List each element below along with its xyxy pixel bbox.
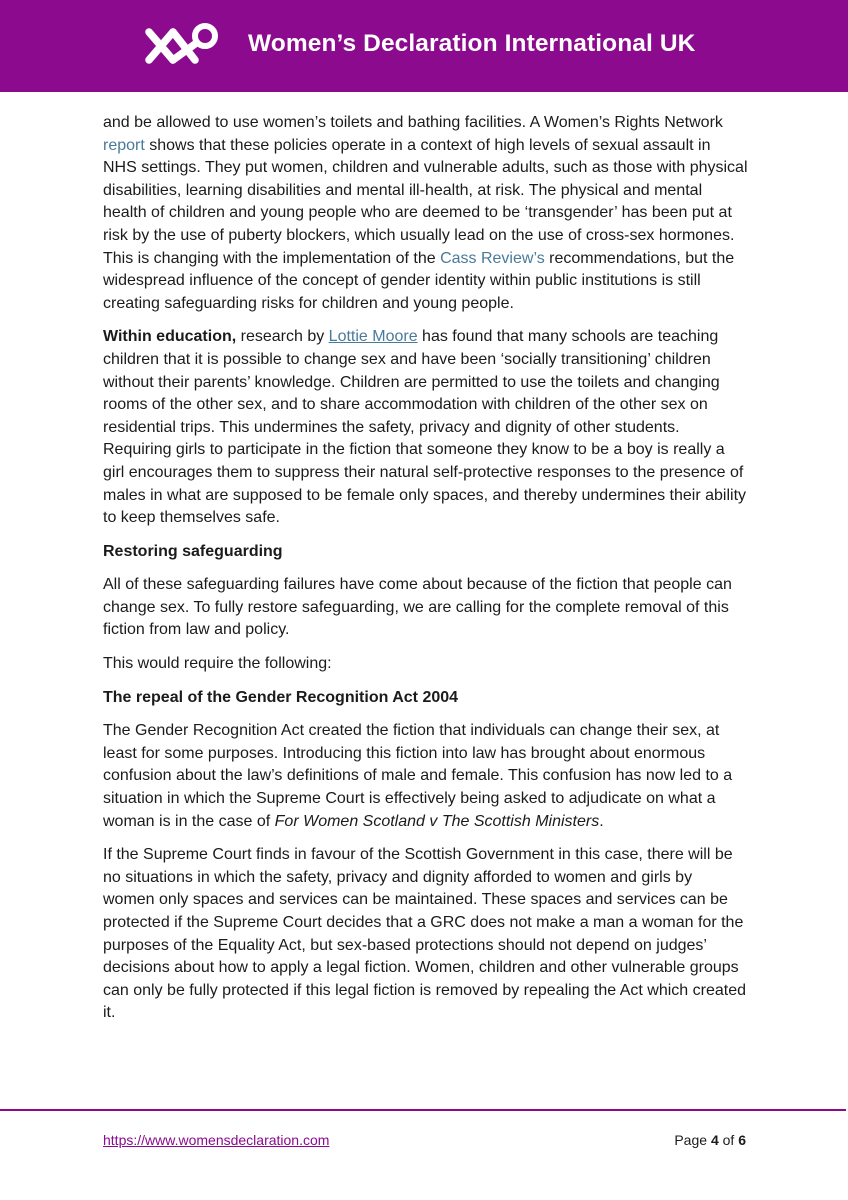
page-label: Page — [674, 1132, 708, 1148]
bold-lead: Within education, — [103, 328, 237, 346]
text-run: has found that many schools are teaching children that it is possible to change sex and have been ‘socially transitioning’ children without their parents’ knowledge. Children are permitted to use the toilets and changing rooms of the other sex, and to share accommodation with children of the other sex on residential trips. This undermines the safety, privacy and dignity of other students. Requiring girls to participate in the fiction that someone they know to be a boy is really a girl encourages them to suppress their natural self-protective responses to the presence of males in what are supposed to be female only spaces, and thereby undermines their ability to keep themselves safe. — [103, 328, 747, 527]
link-cass-review[interactable]: Cass Review’s — [440, 249, 545, 267]
page-current: 4 — [710, 1132, 719, 1148]
link-report[interactable]: report — [103, 136, 145, 154]
text-run: . — [599, 812, 604, 830]
page-total: 6 — [738, 1132, 746, 1148]
document-body — [103, 112, 748, 1036]
text-run: and be allowed to use women’s toilets and bathing facilities. A Women’s Rights Network — [103, 114, 723, 131]
heading-restoring-safeguarding: Restoring safeguarding — [103, 542, 283, 560]
paragraph-nhs — [103, 112, 748, 315]
link-lottie-moore[interactable]: Lottie Moore — [328, 328, 418, 346]
paragraph-gra — [103, 720, 748, 833]
paragraph-education — [103, 326, 748, 529]
case-name: For Women Scotland v The Scottish Ministers — [274, 812, 600, 830]
paragraph-supreme-court: If the Supreme Court finds in favour of the Scottish Government in this case, there will be no situations in which the safety, privacy and dignity afforded to women and girls by women only spaces and services can be maintained. These spaces and services can be protected if the Supreme Court decides that a GRC does not make a man a woman for the purposes of the Equality Act, but sex-based protections should not depend on judges’ decisions about how to apply a legal fiction. Women, children and other vulnerable groups can only be fully protected if this legal fiction is removed by repealing the Act which created it. — [103, 846, 747, 1022]
footer-website-link[interactable]: https://www.womensdeclaration.com — [103, 1132, 330, 1148]
paragraph-require: This would require the following: — [103, 655, 332, 673]
page-of: of — [722, 1132, 735, 1148]
page-number — [674, 1132, 746, 1148]
wdi-logo-icon — [143, 18, 221, 68]
text-run: research by — [236, 328, 329, 346]
text-run: shows that these policies operate in a context of high levels of sexual assault in NHS settings. They put women, children and vulnerable adults, such as those with physical disabilities, learning disabilities and mental ill-health, at risk. The physical and mental health of children and young people who are deemed to be ‘transgender’ has been put at risk by the use of puberty blockers, which usually lead on the use of cross-sex hormones. This is changing with the implementation of the — [103, 136, 748, 267]
page-header — [0, 0, 848, 92]
footer-divider — [0, 1109, 846, 1111]
paragraph-safeguarding-failures: All of these safeguarding failures have come about because of the fiction that people can change sex. To fully restore safeguarding, we are calling for the complete removal of this fiction from law and policy. — [103, 576, 732, 639]
heading-repeal-gra: The repeal of the Gender Recognition Act 2004 — [103, 688, 459, 706]
org-name: Women’s Declaration International UK — [248, 30, 696, 57]
text-run: The Gender Recognition Act created the fiction that individuals can change their sex, at least for some purposes. Introducing this fiction into law has brought about enormous confusion about the law’s definitions of male and female. This confusion has now led to a situation in which the Supreme Court is effectively being asked to adjudicate on what a woman is in the case of — [103, 722, 733, 830]
text-run: recommendations, but the widespread influence of the concept of gender identity within public institutions is still creating safeguarding risks for children and young people. — [103, 249, 735, 312]
